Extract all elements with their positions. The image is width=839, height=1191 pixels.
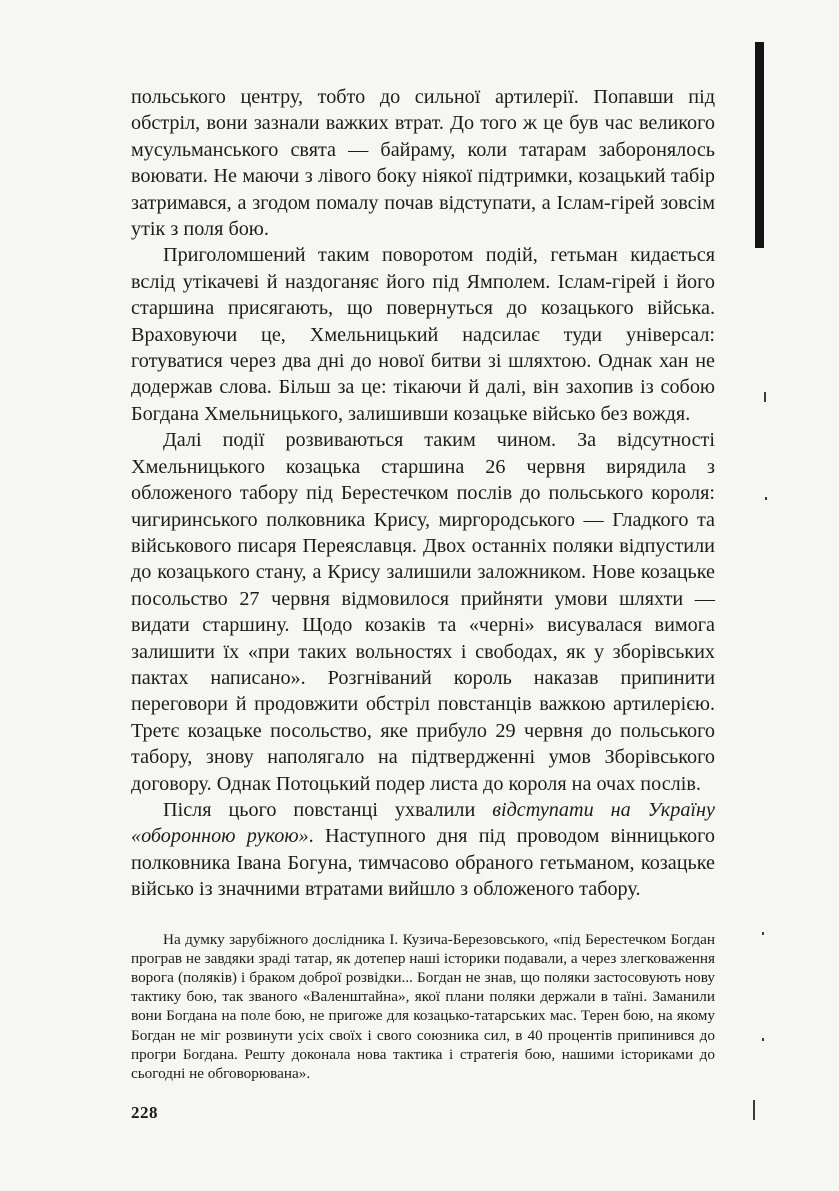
paragraph-last	[131, 797, 715, 903]
paragraph: Приголомшений таким поворотом подій, гетьман кидається вслід утікачеві й наздоганяє його під Ямполем. Іслам-гірей і його старшина присягають, що повернуться до козацького війська. Враховуючи це, Хмельницький надсилає туди універсал: готуватися через два дні до нової битви зі шляхтою. Однак хан не додержав слова. Більш за це: тікаючи й далі, він захопив із собою Богдана Хмельницького, залишивши козацьке військо без вождя.	[131, 244, 715, 425]
paragraph-last-after: . Наступного дня під проводом вінницького полковника Івана Богуна, тимчасово обраного гетьманом, козацьке військо із значними втратами вийшло з обложеного табору.	[131, 825, 715, 901]
scan-speck	[762, 1038, 764, 1041]
paragraph: Далі події розвиваються таким чином. За відсутності Хмельницького козацька старшина 26 червня вирядила з обложеного табору під Берестечком послів до польського короля: чигиринського полковника Крису, миргородського — Гладкого та військового писаря Переяславця. Двох останніх поляки відпустили до козацького стану, а Крису залишили заложником. Нове козацьке посольство 27 червня відмовилося прийняти умови шляхти — видати старшину. Щодо козаків та «черні» висувалася вимога залишити їх «при таких вольностях і свободах, як у зборівських пактах написано». Розгніваний король наказав припинити переговори й продовжити обстріл повстанців важкою артилерією. Третє козацьке посольство, яке прибуло 29 червня до польського табору, знову наполягало на підтвердженні умов Зборівського договору. Однак Потоцький подер листа до короля на очах послів.	[131, 429, 715, 795]
book-page	[131, 84, 715, 1123]
paragraph: польського центру, тобто до сильної артилерії. Попавши під обстріл, вони зазнали важких втрат. До того ж це був час великого мусульманського свята — байраму, коли татарам заборонялось воювати. Не маючи з лівого боку ніякої підтримки, козацький табір затримався, а згодом помалу почав відступати, а Іслам-гірей зовсім утік з поля бою.	[131, 86, 715, 241]
scan-speck	[765, 497, 767, 500]
footnote	[131, 930, 715, 1084]
scan-speck	[762, 932, 764, 935]
main-text	[131, 84, 715, 903]
italic-emphasis: відступати на Україну «оборонною рукою»	[131, 798, 715, 848]
scan-speck	[753, 1100, 755, 1120]
scan-speck	[764, 392, 766, 402]
paragraph-last-before: Після цього повстанці ухвалили	[163, 798, 493, 821]
scan-edge-mark	[755, 42, 764, 248]
page-number: 228	[131, 1103, 158, 1123]
footnote-text: На думку зарубіжного дослідника І. Кузича-Березовського, «під Берестечком Богдан програв не завдяки зраді татар, як дотепер наші історики подавали, а через злегковаження ворога (поляків) і браком доброї розвідки... Богдан не знав, що поляки застосовують нову тактику бою, так званого «Валенштайна», якої плани поляки держали в таїні. Заманили вони Богдана на поле бою, не пригоже для козацько-татарських мас. Терен бою, на якому Богдан не міг розвинути усіх своїх і свого союзника сил, в 40 процентів припинився до прогри Богдана. Решту доконала нова тактика і стратегія бою, нашими істориками до сьогодні не обговорювана».	[131, 930, 715, 1083]
